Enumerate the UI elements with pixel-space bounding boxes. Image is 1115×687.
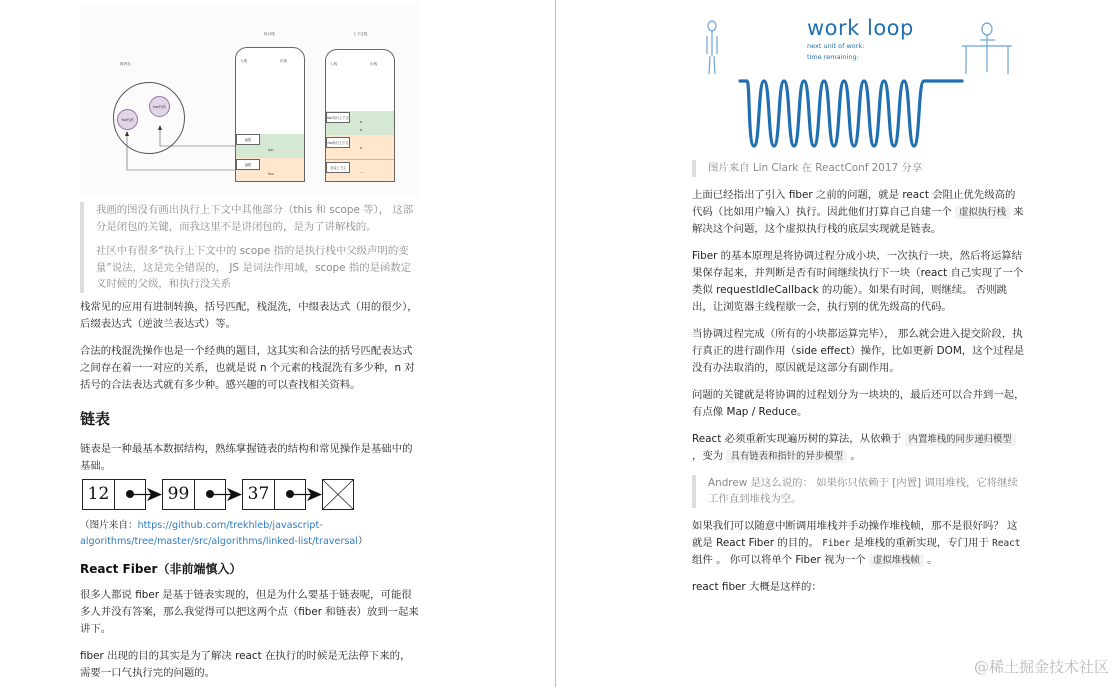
- image-source: （图片来自：https://github.com/trekhleb/javascript-algorithms/tree/master/src/algorithms/linked-list/traversal）: [80, 520, 368, 547]
- inline-code: 虚拟执行栈: [955, 206, 1010, 219]
- node-value: 37: [243, 480, 275, 509]
- right-column: [692, 160, 1025, 606]
- paragraph-commit-phase: 当协调过程完成（所有的小块都运算完毕）， 那么就会进入提交阶段，执行真正的进行副作用（side effect）操作，比如更新 DOM，这个过程是没有办法取消的，原因就是这部分有副作用。: [692, 327, 1025, 374]
- exec-frame-bar-label: 函数: [236, 134, 260, 145]
- inline-code: 虚拟堆栈帧: [869, 554, 924, 567]
- node-value: 99: [163, 480, 195, 509]
- paragraph-fiber-2: fiber 出现的目的其实是为了解决 react 在执行的时候是无法停下来的，需要一口气执行完的问题的。: [80, 650, 411, 679]
- paragraph-fiber-principle: Fiber 的基本原理是将协调过程分成小块，一次执行一块，然后将运算结果保存起来，并判断是否有时间继续执行下一块（react 自己实现了一个类似 requestIdleCallback 的功能）。如果有时间，则继续。 否则跳出，让浏览器主线程歇一会，执行别的优先级高的代码。: [692, 249, 1024, 313]
- heap-node-bar: bar代码: [149, 96, 170, 117]
- exec-frame-foo-name: foo: [268, 172, 274, 176]
- node-value: 12: [83, 480, 115, 509]
- paragraph-fiber-1: 很多人都说 fiber 是基于链表实现的，但是为什么要基于链表呢，可能很多人并没有答案，那么我觉得可以把这两个点（fiber 和链表）放到一起来讲下。: [80, 589, 419, 635]
- paragraph-fiber-shape: react fiber 大概是这样的：: [692, 580, 822, 593]
- person-at-desk-icon: [962, 23, 1012, 74]
- quote-paragraph: 社区中有很多“执行上下文中的 scope 指的是执行栈中父级声明的变量”说法，这是完全错误的， JS 是词法作用域，scope 指的是函数定义时候的父级，和执行没关系: [96, 245, 412, 290]
- paragraph-stack-apps: 栈常见的应用有进制转换，括号匹配，栈混洗，中缀表达式（用的很少），后缀表达式（逆波兰表达式）等。: [80, 300, 418, 330]
- exec-frame-foo-label: 函数: [236, 159, 260, 170]
- exec-frame-bar-name: bar: [268, 148, 274, 152]
- quote-paragraph: 我画的图没有画出执行上下文中其他部分（this 和 scope 等）， 这部分是闭包的关键，而我这里不是讲闭包的，是为了讲解栈的。: [96, 204, 414, 233]
- figure-caption: 图片来自 Lin Clark 在 ReactConf 2017 分享: [692, 160, 1025, 177]
- inline-code: 具有链表和指针的异步模型: [726, 450, 847, 463]
- ctx-frame-global-label: 全局上下文: [326, 162, 350, 173]
- work-loop-title: work loop: [807, 16, 914, 40]
- left-column: [80, 202, 420, 485]
- heading-linked-list: 链表: [80, 409, 111, 428]
- exec-stack-title: 执行栈: [264, 32, 275, 36]
- work-loop-line1: next unit of work:: [807, 42, 865, 50]
- blockquote-closure-note: [80, 202, 420, 293]
- heap-node-foo: foo代码: [117, 109, 138, 130]
- ctx-frame-foo-label: foo执行上下文: [326, 137, 350, 148]
- null-terminator-icon: [322, 479, 354, 510]
- exec-pop-label: 出栈: [280, 59, 288, 63]
- exec-stack-box: [235, 47, 305, 182]
- work-loop-line2: time remaining:: [807, 53, 859, 61]
- ctx-stack-title: 上下文栈: [353, 32, 368, 36]
- paragraph-virtual-stack: 上面已经指出了引入 fiber 之前的问题，就是 react 会阻止优先级高的代码（比如用户输入）执行。因此他们打算自己自建一个 虚拟执行栈 来解决这个问题，这个虚拟执行栈的底层实现就是链表。: [692, 188, 1024, 235]
- ctx-pop-label: 出栈: [370, 62, 378, 66]
- inline-mono: Fiber: [822, 537, 851, 549]
- heading-react-fiber: React Fiber（非前端慎入）: [80, 562, 242, 576]
- image-source-link[interactable]: https://github.com/trekhleb/javascript-algorithms/tree/master/src/algorithms/linked-list/traversal: [80, 520, 358, 547]
- linked-list-diagram: [82, 478, 354, 510]
- left-page: [0, 0, 555, 687]
- ctx-var: b: [360, 128, 363, 132]
- paragraph-reimplement: React 必须重新实现遍历树的算法，从依赖于 内置堆栈的同步递归模型 ，变为 具有链表和指针的异步模型 。: [692, 431, 1025, 465]
- watermark: @稀土掘金技术社区: [973, 658, 1109, 676]
- blockquote-andrew: Andrew 是这么说的： 如果你只依赖于 [内置] 调用堆栈，它将继续工作直到堆栈为空。: [692, 475, 1025, 508]
- ctx-push-label: 入栈: [330, 62, 338, 66]
- person-standing-icon: [707, 21, 717, 74]
- work-loop-figure: [692, 4, 1025, 154]
- left-column-lower: [80, 518, 420, 687]
- inline-code: 内置堆栈的同步递归模型: [905, 433, 1016, 446]
- paragraph-map-reduce: 问题的关键就是将协调的过程划分为一块块的，最后还可以合并到一起，有点像 Map / Reduce。: [692, 388, 1025, 418]
- paragraph-stack-shuffle: 合法的栈混洗操作也是一个经典的题目，这其实和合法的括号匹配表达式之间存在着一一对应的关系，也就是说 n 个元素的栈混洗有多少种，n 对括号的合法表达式就有多少种。感兴趣的可以查找相关资料。: [80, 344, 415, 391]
- stack-diagram: [80, 4, 420, 196]
- arrow-right-icon: [210, 479, 242, 510]
- paragraph-linked-list: 链表是一种最基本数据结构，熟练掌握链表的结构和常见操作是基础中的基础。: [80, 442, 413, 472]
- arrow-right-icon: [130, 479, 162, 510]
- exec-push-label: 入栈: [240, 59, 248, 63]
- inline-mono: React: [992, 537, 1021, 549]
- paragraph-fiber-purpose: 如果我们可以随意中断调用堆栈并手动操作堆栈帧，那不是很好吗？ 这就是 React Fiber 的目的。 Fiber 是堆栈的重新实现，专门用于 React 组件 。 你可以将单个 Fiber 视为一个 虚拟堆栈帧 。: [692, 519, 1021, 566]
- ctx-stack-box: [325, 49, 395, 182]
- work-loop-wave: [692, 4, 1025, 154]
- heap-label: 堆内存: [120, 62, 131, 66]
- arrow-right-icon: [290, 479, 322, 510]
- ctx-var: ...: [360, 170, 364, 174]
- ctx-frame-bar-label: bar执行上下文: [326, 112, 350, 123]
- ctx-var: a: [360, 120, 363, 124]
- ctx-var: a: [360, 146, 363, 150]
